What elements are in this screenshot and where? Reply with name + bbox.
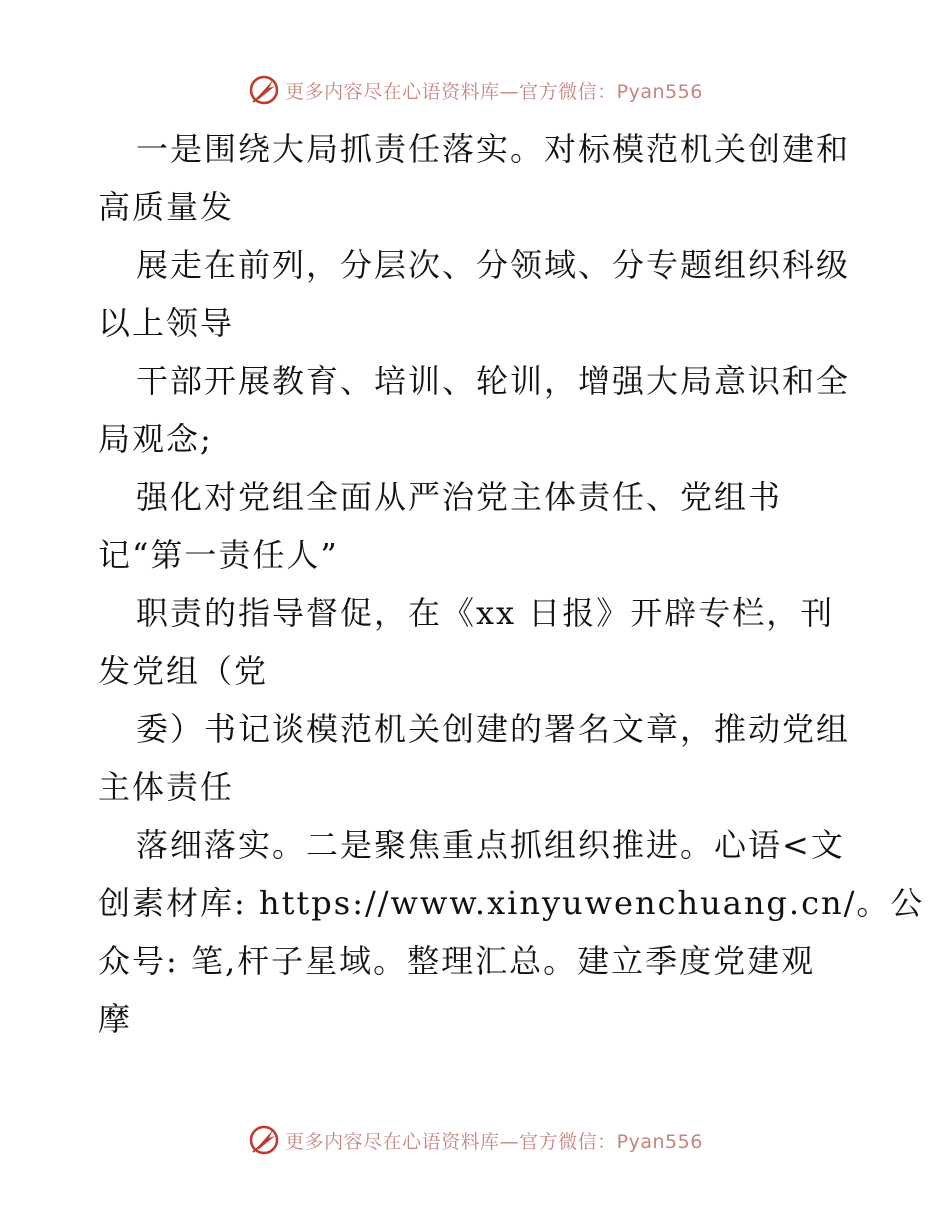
header-banner-text: 更多内容尽在心语资料库—官方微信：Pyan556 — [285, 80, 703, 103]
text-line: 摩 — [98, 1000, 133, 1038]
document-body — [98, 120, 925, 1048]
text-line: 主体责任 — [98, 768, 235, 806]
quill-pen-logo-icon — [247, 1123, 281, 1157]
text-line: 一是围绕大局抓责任落实。对标模范机关创建和 — [136, 130, 851, 168]
text-line: 强化对党组全面从严治党主体责任、党组书 — [136, 478, 783, 516]
header-banner — [0, 70, 950, 110]
footer-banner-text: 更多内容尽在心语资料库—官方微信：Pyan556 — [285, 1130, 703, 1153]
text-line: 众号: 笔,杆子星域。整理汇总。建立季度党建观 — [98, 942, 816, 980]
text-line: 以上领导 — [98, 304, 235, 342]
text-line: 创素材库: https://www.xinyuwenchuang.cn/。公 — [98, 884, 925, 922]
text-line: 职责的指导督促，在《xx 日报》开辟专栏，刊 — [136, 594, 835, 632]
text-line: 落细落实。二是聚焦重点抓组织推进。心语<文 — [136, 826, 845, 864]
text-line: 干部开展教育、培训、轮训，增强大局意识和全 — [136, 362, 851, 400]
text-line: 展走在前列，分层次、分领域、分专题组织科级 — [136, 246, 851, 284]
text-line: 发党组（党 — [98, 652, 269, 690]
text-line: 高质量发 — [98, 188, 235, 226]
text-line: 记“第一责任人” — [98, 536, 339, 574]
text-line: 委）书记谈模范机关创建的署名文章，推动党组 — [136, 710, 851, 748]
quill-pen-logo-icon — [247, 73, 281, 107]
footer-banner — [0, 1120, 950, 1160]
text-line: 局观念; — [98, 420, 213, 458]
